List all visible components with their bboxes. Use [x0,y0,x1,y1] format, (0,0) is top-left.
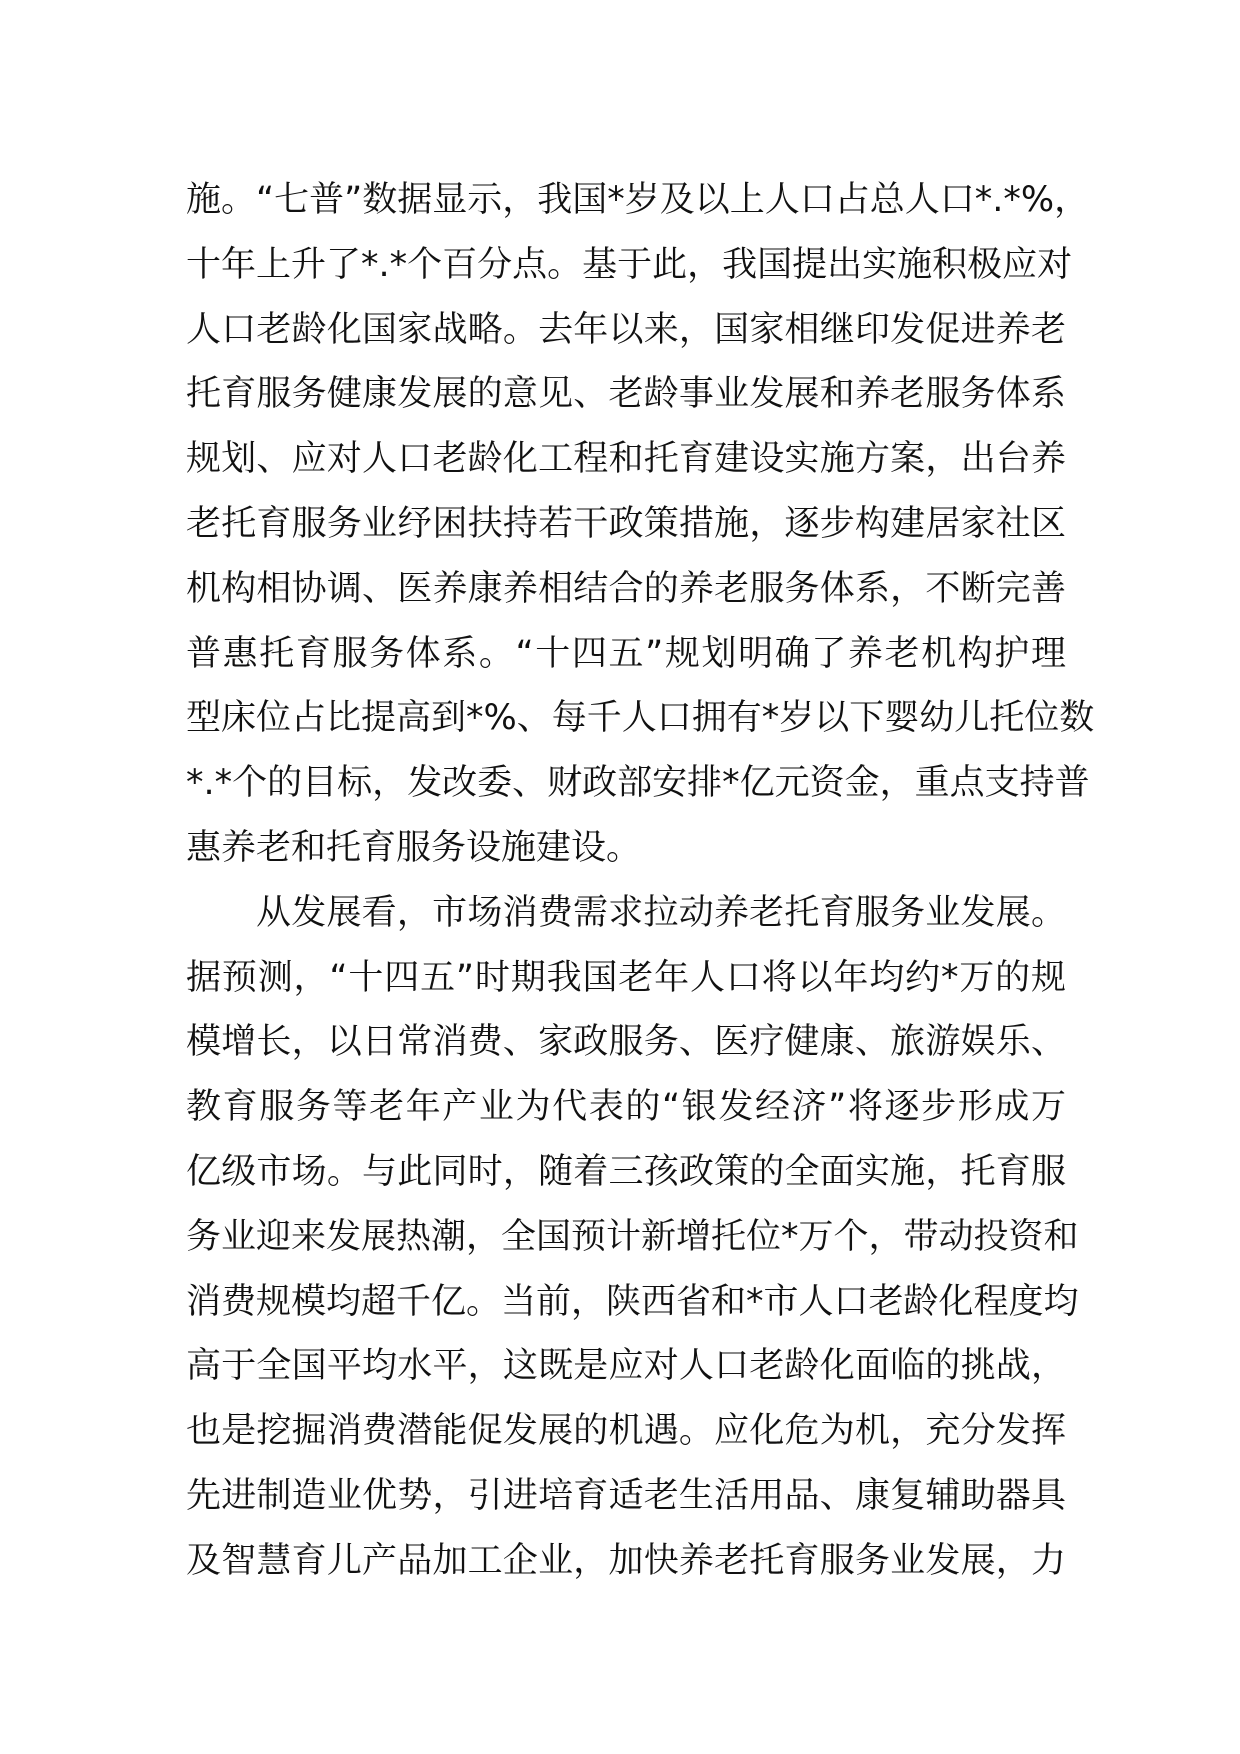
text-line-19: 高于全国平均水平，这既是应对人口老龄化面临的挑战， [186,1346,1066,1387]
text-line-20: 也是挖掘消费潜能促发展的机遇。应化危为机，充分发挥 [186,1411,1066,1452]
text-line-14: 模增长，以日常消费、家政服务、医疗健康、旅游娱乐、 [186,1022,1066,1063]
text-line-22: 及智慧育儿产品加工企业，加快养老托育服务业发展，力 [186,1540,1066,1581]
body-text [186,168,1095,1594]
text-line-1: 施。“七普”数据显示，我国*岁及以上人口占总人口*.*%， [186,180,1090,220]
text-line-3: 人口老龄化国家战略。去年以来，国家相继印发促进养老 [186,309,1066,350]
text-line-10: *.*个的目标，发改委、财政部安排*亿元资金，重点支持普 [186,763,1090,804]
text-line-2: 十年上升了*.*个百分点。基于此，我国提出实施积极应对 [186,244,1073,285]
text-line-9: 型床位占比提高到*%、每千人口拥有*岁以下婴幼儿托位数 [186,698,1095,739]
text-line-17: 务业迎来发展热潮，全国预计新增托位*万个，带动投资和 [186,1216,1079,1257]
text-line-16: 亿级市场。与此同时，随着三孩政策的全面实施，托育服 [186,1151,1066,1192]
text-line-18: 消费规模均超千亿。当前，陕西省和*市人口老龄化程度均 [186,1281,1079,1322]
paragraph-start-line: 从发展看，市场消费需求拉动养老托育服务业发展。 [256,892,1066,933]
paragraph-end-line: 惠养老和托育服务设施建设。 [186,827,642,868]
text-line-6: 老托育服务业纾困扶持若干政策措施，逐步构建居家社区 [186,503,1066,544]
text-line-4: 托育服务健康发展的意见、老龄事业发展和养老服务体系 [186,374,1066,415]
text-line-21: 先进制造业优势，引进培育适老生活用品、康复辅助器具 [186,1475,1066,1516]
text-line-13: 据预测，“十四五”时期我国老年人口将以年均约*万的规 [186,957,1066,998]
text-line-7: 机构相协调、医养康养相结合的养老服务体系，不断完善 [186,568,1066,609]
text-line-5: 规划、应对人口老龄化工程和托育建设实施方案，出台养 [186,439,1066,480]
text-line-8: 普惠托育服务体系。“十四五”规划明确了养老机构护理 [186,633,1066,674]
text-line-15: 教育服务等老年产业为代表的“银发经济”将逐步形成万 [186,1087,1066,1128]
